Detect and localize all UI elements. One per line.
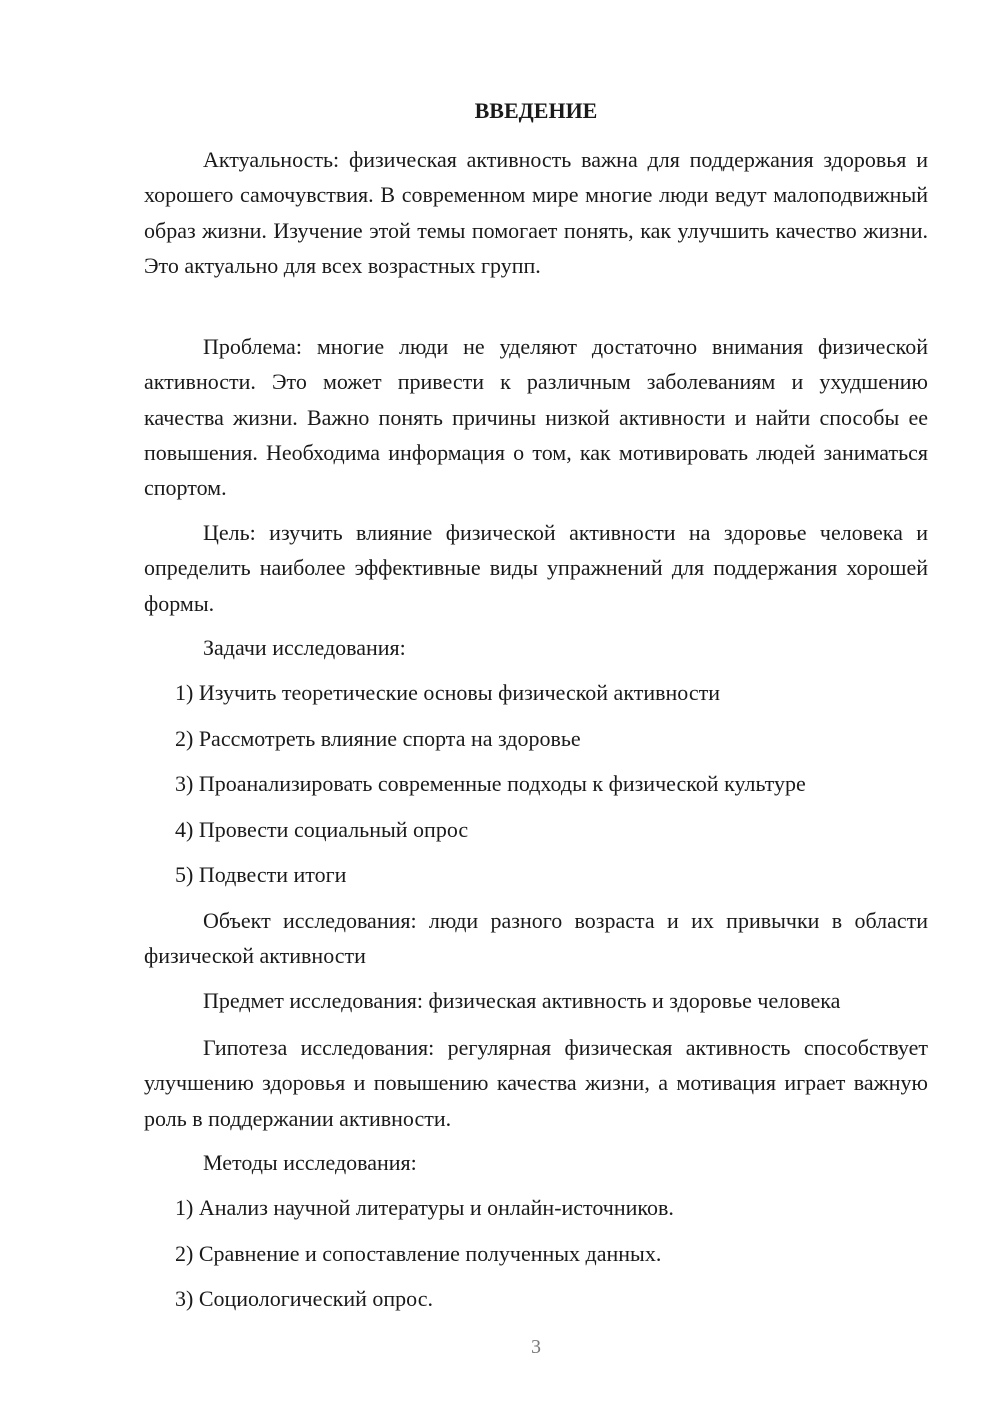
methods-label: Методы исследования:	[203, 1150, 417, 1175]
task-item: 5) Подвести итоги	[175, 862, 347, 887]
task-item: 2) Рассмотреть влияние спорта на здоровье	[175, 726, 581, 751]
paragraph-subject: Предмет исследования: физическая активность и здоровье человека	[203, 988, 841, 1013]
paragraph-object: Объект исследования: люди разного возраста и их привычки в области физической активности	[144, 908, 928, 969]
paragraph-hypothesis: Гипотеза исследования: регулярная физическая активность способствует улучшению здоровья и повышению качества жизни, а мотивация играет важную роль в поддержании активности.	[144, 1035, 928, 1131]
paragraph-relevance: Актуальность: физическая активность важна для поддержания здоровья и хорошего самочувствия. В современном мире многие люди ведут малоподвижный образ жизни. Изучение этой темы помогает понять, как улучшить качество жизни. Это актуально для всех возрастных групп.	[144, 147, 928, 278]
method-item: 2) Сравнение и сопоставление полученных данных.	[175, 1241, 662, 1266]
tasks-label: Задачи исследования:	[203, 635, 406, 660]
method-item: 3) Социологический опрос.	[175, 1286, 433, 1311]
task-item: 1) Изучить теоретические основы физической активности	[175, 680, 720, 705]
method-item: 1) Анализ научной литературы и онлайн-источников.	[175, 1195, 674, 1220]
page-title: ВВЕДЕНИЕ	[474, 98, 598, 123]
paragraph-goal: Цель: изучить влияние физической активности на здоровье человека и определить наиболее эффективные виды упражнений для поддержания хорошей формы.	[144, 520, 928, 616]
task-item: 3) Проанализировать современные подходы к физической культуре	[175, 771, 806, 796]
page-number: 3	[531, 1336, 541, 1358]
task-item: 4) Провести социальный опрос	[175, 817, 469, 842]
paragraph-problem: Проблема: многие люди не уделяют достаточно внимания физической активности. Это может привести к различным заболеваниям и ухудшению качества жизни. Важно понять причины низкой активности и найти способы ее повышения. Необходима информация о том, как мотивировать людей заниматься спортом.	[144, 334, 928, 501]
